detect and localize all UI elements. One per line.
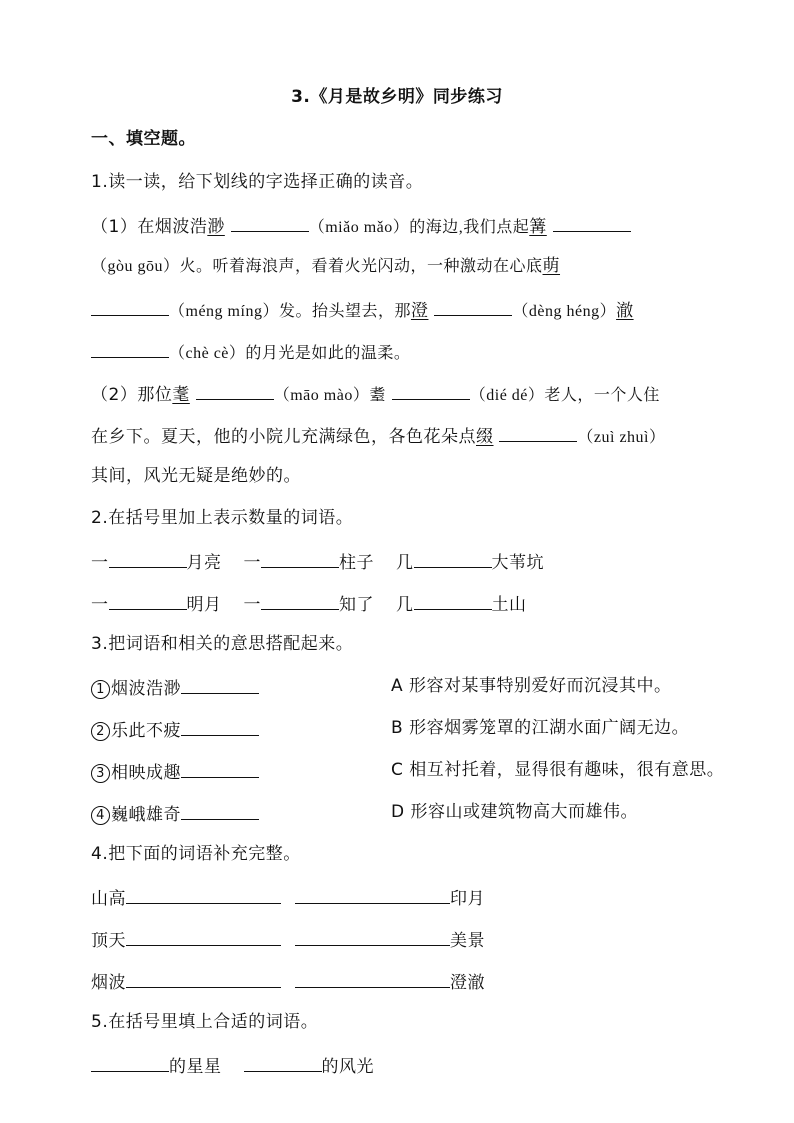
circled-number: 2 [91,722,110,741]
q1-para1-line1: （1）在烟波浩渺 （miǎo mǎo）的海边,我们点起篝 [91,211,714,237]
circled-number: 1 [91,680,110,699]
answer-blank[interactable] [91,337,169,358]
underlined-char: 篝 [529,217,547,237]
answer-blank[interactable] [295,925,450,946]
circled-number: 3 [91,764,110,783]
answer-blank[interactable] [499,421,577,442]
answer-blank[interactable] [126,967,281,988]
q1-para1-line3: （méng míng）发。抬头望去，那澄 （dèng héng）澈 [91,295,714,321]
q1-para1-line4: （chè cè）的月光是如此的温柔。 [91,337,714,363]
q3-match-row: 1 烟波浩渺 A 形容对某事特别爱好而沉浸其中。 [91,673,714,699]
underlined-char: 耄 [172,385,190,405]
answer-blank[interactable] [109,589,187,610]
q4-row: 顶天 美景 [91,925,714,951]
match-meaning: D 形容山或建筑物高大而雄伟。 [391,802,638,822]
q2-row-1: 一 月亮 一 柱子 几 大苇坑 [91,547,714,573]
q3-match-row: 3 相映成趣 C 相互衬托着，显得很有趣味，很有意思。 [91,757,714,783]
answer-blank[interactable] [126,883,281,904]
answer-blank[interactable] [414,547,492,568]
answer-blank[interactable] [553,211,631,232]
question-4-prompt: 4.把下面的词语补充完整。 [91,844,301,864]
answer-blank[interactable] [295,883,450,904]
q1-para2-line1: （2）那位耄 （māo mào）耋 （dié dé）老人，一个人住 [91,379,714,405]
answer-blank[interactable] [126,925,281,946]
q3-match-row: 4 巍峨雄奇 D 形容山或建筑物高大而雄伟。 [91,799,714,825]
q3-match-row: 2 乐此不疲 B 形容烟雾笼罩的江湖水面广阔无边。 [91,715,714,741]
answer-blank[interactable] [196,379,274,400]
q4-row: 烟波 澄澈 [91,967,714,993]
underlined-char: 萌 [542,256,561,276]
answer-blank[interactable] [181,799,259,820]
answer-blank[interactable] [231,211,309,232]
answer-blank[interactable] [244,1051,322,1072]
match-meaning: B 形容烟雾笼罩的江湖水面广阔无边。 [391,718,690,738]
q1-para2-line2: 在乡下。夏天，他的小院儿充满绿色，各色花朵点缀 （zuì zhuì） [91,421,714,447]
section-heading: 一、填空题。 [91,129,196,149]
answer-blank[interactable] [295,967,450,988]
q5-row: 的星星 的风光 [91,1051,714,1077]
underlined-char: 渺 [207,217,225,237]
answer-blank[interactable] [261,589,339,610]
answer-blank[interactable] [109,547,187,568]
underlined-char: 缀 [476,427,494,447]
underlined-char: 澄 [410,301,429,321]
q4-row: 山高 印月 [91,883,714,909]
match-meaning: A 形容对某事特别爱好而沉浸其中。 [391,676,672,696]
q2-row-2: 一 明月 一 知了 几 土山 [91,589,714,615]
page-title: 3.《月是故乡明》同步练习 [291,87,503,107]
answer-blank[interactable] [91,295,169,316]
answer-blank[interactable] [181,757,259,778]
answer-blank[interactable] [414,589,492,610]
q1-para1-line2: （gòu gōu）火。听着海浪声，看着火光闪动，一种激动在心底萌 [91,256,561,276]
answer-blank[interactable] [434,295,512,316]
answer-blank[interactable] [392,379,470,400]
question-3-prompt: 3.把词语和相关的意思搭配起来。 [91,634,354,654]
answer-blank[interactable] [91,1051,169,1072]
question-1-prompt: 1.读一读，给下划线的字选择正确的读音。 [91,172,424,192]
question-5-prompt: 5.在括号里填上合适的词语。 [91,1012,319,1032]
circled-number: 4 [91,806,110,825]
answer-blank[interactable] [181,715,259,736]
answer-blank[interactable] [261,547,339,568]
match-meaning: C 相互衬托着，显得很有趣味，很有意思。 [391,760,725,780]
q1-para2-line3: 其间，风光无疑是绝妙的。 [91,466,301,486]
answer-blank[interactable] [181,673,259,694]
underlined-char: 澈 [616,301,634,321]
question-2-prompt: 2.在括号里加上表示数量的词语。 [91,508,354,528]
